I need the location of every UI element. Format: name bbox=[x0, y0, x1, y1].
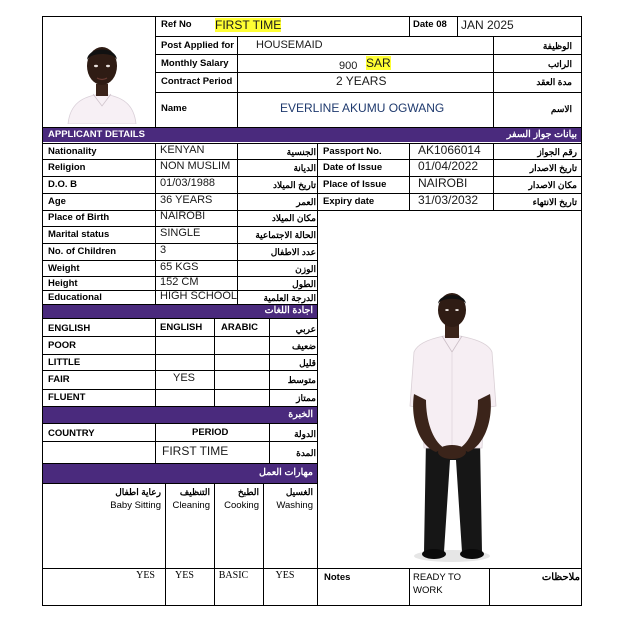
applicant-field-label: Height bbox=[48, 278, 78, 289]
skill-value: YES bbox=[275, 570, 295, 581]
date-label: Date 08 bbox=[413, 19, 447, 30]
applicant-field-value: NON MUSLIM bbox=[160, 160, 231, 172]
skill-label-ar: الطبخ bbox=[237, 487, 259, 497]
applicant-field-value: 3 bbox=[160, 244, 167, 256]
post-label: Post Applied for bbox=[161, 40, 235, 51]
applicant-field-label: Nationality bbox=[48, 146, 97, 157]
passport-field-label: Place of Issue bbox=[323, 179, 387, 190]
applicant-field-value: HIGH SCHOOL bbox=[160, 290, 238, 302]
applicant-field-label: Marital status bbox=[48, 229, 110, 240]
passport-field-label: Passport No. bbox=[323, 146, 382, 157]
salary-label: Monthly Salary bbox=[161, 58, 229, 69]
applicant-field-label-ar: الحالة الاجتماعية bbox=[255, 230, 316, 240]
language-level-label: POOR bbox=[48, 340, 76, 351]
applicant-field-value: NAIROBI bbox=[160, 210, 206, 222]
skill-label-ar: التنظيف bbox=[179, 487, 210, 497]
skill-label: Cleaning bbox=[172, 500, 210, 511]
applicant-field-label-ar: الجنسية bbox=[286, 147, 316, 157]
applicant-field-value: 152 CM bbox=[160, 276, 199, 288]
country-label: COUNTRY bbox=[48, 428, 95, 439]
passport-field-value: NAIROBI bbox=[418, 176, 468, 190]
english-column-header: ENGLISH bbox=[160, 322, 203, 333]
name-label-ar: الاسم bbox=[550, 104, 572, 114]
post-value: HOUSEMAID bbox=[256, 39, 323, 51]
applicant-field-label-ar: تاريخ الميلاد bbox=[273, 180, 316, 190]
applicant-field-label: Weight bbox=[48, 263, 80, 274]
applicant-field-label-ar: مكان الميلاد bbox=[271, 213, 316, 223]
skills-heading-ar: مهارات العمل bbox=[259, 467, 313, 478]
language-level-label: LITTLE bbox=[48, 357, 81, 368]
applicant-field-label: Educational bbox=[48, 292, 102, 303]
applicant-field-value: 36 YEARS bbox=[160, 194, 213, 206]
date-value: JAN 2025 bbox=[461, 18, 514, 32]
country-label-ar: الدولة bbox=[294, 429, 316, 439]
applicant-details-band bbox=[43, 128, 581, 142]
contract-value: 2 YEARS bbox=[336, 74, 387, 88]
applicant-field-label: D.O. B bbox=[48, 179, 78, 190]
skill-value: YES bbox=[136, 570, 155, 581]
passport-field-label: Date of Issue bbox=[323, 162, 383, 173]
arabic-column-header-ar: عربي bbox=[295, 324, 316, 334]
arabic-column-header: ARABIC bbox=[221, 322, 258, 333]
applicant-field-value: 01/03/1988 bbox=[160, 177, 216, 189]
language-level-label: FLUENT bbox=[48, 392, 86, 403]
applicant-full-body-photo bbox=[392, 290, 512, 568]
skill-label: Baby Sitting bbox=[110, 500, 161, 511]
salary-label-ar: الراتب bbox=[547, 59, 572, 69]
experience-heading-ar: الخبرة bbox=[288, 409, 313, 420]
language-level-label-ar: ممتاز bbox=[296, 393, 316, 403]
passport-field-label-ar: تاريخ الاصدار bbox=[529, 163, 577, 173]
language-level-label-ar: قليل bbox=[299, 358, 316, 368]
ref-no-value: FIRST TIME bbox=[215, 18, 282, 32]
contract-label-ar: مدة العقد bbox=[536, 77, 572, 87]
applicant-headshot-photo bbox=[60, 36, 144, 124]
name-label: Name bbox=[161, 103, 187, 114]
language-column-header: ENGLISH bbox=[48, 323, 91, 334]
skills-band bbox=[43, 464, 317, 483]
passport-details-heading-ar: بيانات جواز السفر bbox=[506, 129, 577, 140]
notes-label-ar: ملاحظات bbox=[541, 572, 580, 583]
contract-label: Contract Period bbox=[161, 76, 233, 87]
period-label-ar: المدة bbox=[296, 448, 316, 458]
languages-band bbox=[43, 305, 317, 318]
applicant-field-label-ar: الوزن bbox=[295, 264, 316, 274]
applicant-details-heading: APPLICANT DETAILS bbox=[48, 129, 145, 140]
skill-label-ar: رعاية اطفال bbox=[115, 487, 161, 497]
applicant-field-label-ar: الطول bbox=[292, 279, 316, 289]
applicant-field-value: SINGLE bbox=[160, 227, 201, 239]
name-value: EVERLINE AKUMU OGWANG bbox=[280, 101, 445, 115]
passport-field-label-ar: رقم الجواز bbox=[537, 147, 577, 157]
skill-label-ar: الغسيل bbox=[285, 487, 313, 497]
skill-value: BASIC bbox=[218, 570, 249, 581]
skill-label: Cooking bbox=[224, 500, 259, 511]
language-level-label-ar: متوسط bbox=[287, 375, 316, 385]
post-label-ar: الوظيفة bbox=[542, 41, 572, 51]
applicant-field-value: 65 KGS bbox=[160, 261, 199, 273]
experience-period-value: FIRST TIME bbox=[162, 444, 229, 458]
ref-no-label: Ref No bbox=[161, 19, 192, 30]
passport-field-label-ar: تاريخ الانتهاء bbox=[532, 197, 577, 207]
salary-currency: SAR bbox=[366, 56, 391, 70]
applicant-field-label-ar: العمر bbox=[296, 197, 316, 207]
skill-value: YES bbox=[175, 570, 194, 581]
period-label: PERIOD bbox=[192, 427, 229, 438]
passport-field-label-ar: مكان الاصدار bbox=[528, 180, 577, 190]
notes-value: READY TO WORK bbox=[413, 572, 462, 596]
notes-label: Notes bbox=[324, 572, 351, 583]
applicant-field-label: Place of Birth bbox=[48, 212, 110, 223]
passport-field-value: 01/04/2022 bbox=[418, 159, 479, 173]
skill-label: Washing bbox=[276, 500, 313, 511]
language-level-label-ar: ضعيف bbox=[291, 341, 316, 351]
passport-field-value: AK1066014 bbox=[418, 143, 481, 157]
applicant-field-label-ar: عدد الاطفال bbox=[270, 247, 316, 257]
applicant-field-label: Age bbox=[48, 196, 66, 207]
language-level-label: FAIR bbox=[48, 374, 70, 385]
applicant-field-label-ar: الدرجة العلمية bbox=[263, 293, 316, 303]
english-level-mark: YES bbox=[173, 372, 196, 384]
passport-field-label: Expiry date bbox=[323, 196, 375, 207]
applicant-field-label: Religion bbox=[48, 162, 86, 173]
applicant-field-label-ar: الديانة bbox=[293, 163, 316, 173]
experience-band bbox=[43, 407, 317, 423]
passport-field-value: 31/03/2032 bbox=[418, 193, 479, 207]
applicant-field-value: KENYAN bbox=[160, 144, 205, 156]
salary-value: 900 bbox=[339, 60, 358, 72]
languages-heading-ar: اجادة اللغات bbox=[264, 305, 313, 316]
applicant-field-label: No. of Children bbox=[48, 246, 117, 257]
